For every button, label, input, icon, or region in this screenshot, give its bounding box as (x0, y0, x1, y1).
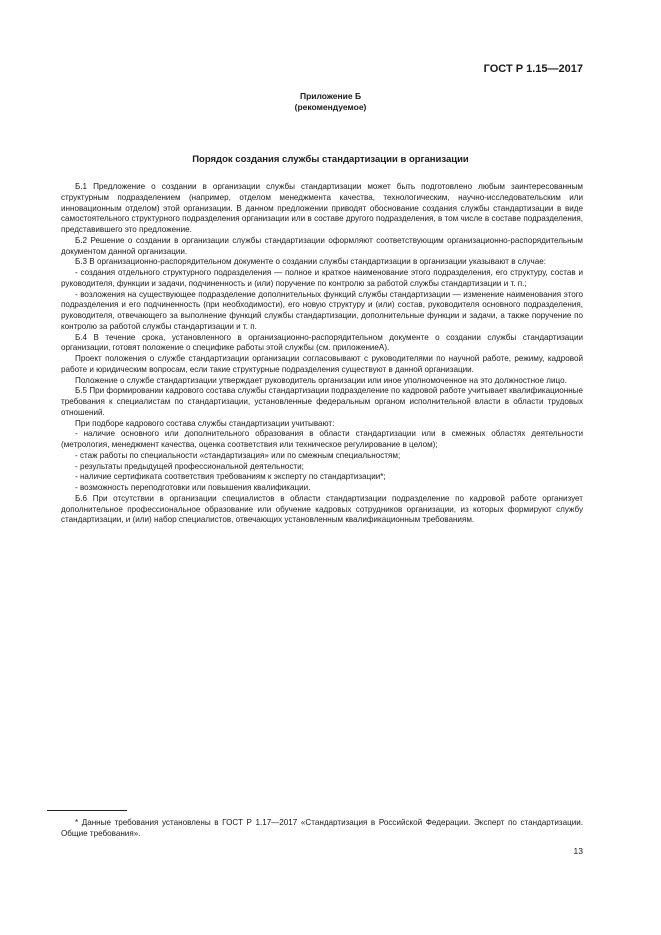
paragraph: Б.1 Предложение о создании в организации службы стандартизации может быть подготовлено любым заинтересованным структурным подразделением (например, отделом менеджмента качества, технологическим, научно-исследовательским или инновационным отделом) этой организации. В данном предложении приводят обоснование создания службы стандартизации в виде самостоятельного структурного подразделения организации или в составе другого подразделения, в том числе в составе подразделения, представившего это предложение. (61, 182, 583, 234)
paragraph: Б.4 В течение срока, установленного в организационно-распорядительном документе о создании службы стандартизации организации, готовят положение о специфике работы этой службы (см. приложениеА). (61, 332, 583, 353)
paragraph: Б.2 Решение о создании в организации службы стандартизации оформляют соответствующим организационно-распорядительным документом данной организации. (61, 235, 583, 256)
paragraph: Б.5 При формировании кадрового состава службы стандартизации подразделение по кадровой работе учитывает квалификационные требования к специалистам по стандартизации, установленные федеральным органом исполнительной власти в области трудовых отношений. (61, 386, 583, 417)
paragraph: Проект положения о службе стандартизации организации согласовывают с руководителями по научной работе, режиму, кадровой работе и юридическим вопросам, если такие структурные подразделения существуют в данной организации. (61, 354, 583, 374)
appendix-title: Приложение Б (299, 91, 362, 101)
standard-designation: ГОСТ Р 1.15—2017 (483, 63, 583, 75)
page-number: 13 (573, 846, 583, 856)
list-item: - возложения на существующее подразделение дополнительных функций службы стандартизации — изменение наименования этого подразделения и его подчиненность (при необходимости), его новую структуру и (или) состав, руководителя основного подразделения, руководителя, отвечающего за выполнение функций службы стандартизации, дополнительные функции и задачи, а также поручение по контролю за работой службы стандартизации и т. п. (61, 289, 583, 331)
list-item: - стаж работы по специальности «стандартизация» или по смежным специальностям; (75, 450, 401, 460)
paragraph: Положение о службе стандартизации утверждает руководитель организации или иное уполномоченное на это должностное лицо. (75, 375, 567, 385)
list-item: - результаты предыдущей профессиональной деятельности; (75, 461, 304, 471)
list-item: - наличие основного или дополнительного образования в области стандартизации или в смежных областях деятельности (метрология, менеджмент качества, оценка соответствия или техническое регулирование в целом); (61, 429, 583, 449)
paragraph: При подборе кадрового состава службы стандартизации учитывают: (75, 418, 335, 428)
paragraph: Б.3 В организационно-распорядительном документе о создании службы стандартизации в организации указывают в случае: (75, 257, 547, 267)
list-item: - возможность переподготовки или повышения квалификации. (75, 483, 311, 492)
appendix-heading (0, 91, 661, 113)
footnote (61, 817, 583, 839)
list-item: - наличие сертификата соответствия требованиям к эксперту по стандартизации*; (75, 472, 386, 482)
section-title: Порядок создания службы стандартизации в организации (192, 154, 469, 165)
paragraph: Б.6 При отсутствии в организации специалистов в области стандартизации подразделение по кадровой работе организует дополнительное профессиональное образование или обучение кадровых сотрудников организации, из которых формируют службу стандартизации, и (или) набор специалистов, отвечающих установленным квалификационным требованиям. (61, 493, 583, 525)
list-item: - создания отдельного структурного подразделения — полное и краткое наименование этого подразделения, его структуру, состав и руководителя, функции и задачи, подчиненность и (или) поручение по контролю за работой службы стандартизации и т. п.; (61, 268, 583, 288)
footnote-separator (47, 810, 127, 811)
appendix-status: (рекомендуемое) (294, 102, 367, 112)
footnote-text: * Данные требования установлены в ГОСТ Р 1.17—2017 «Стандартизация в Российской Федерации. Эксперт по стандартизации. Общие требования». (61, 818, 583, 838)
document-body (61, 182, 583, 526)
